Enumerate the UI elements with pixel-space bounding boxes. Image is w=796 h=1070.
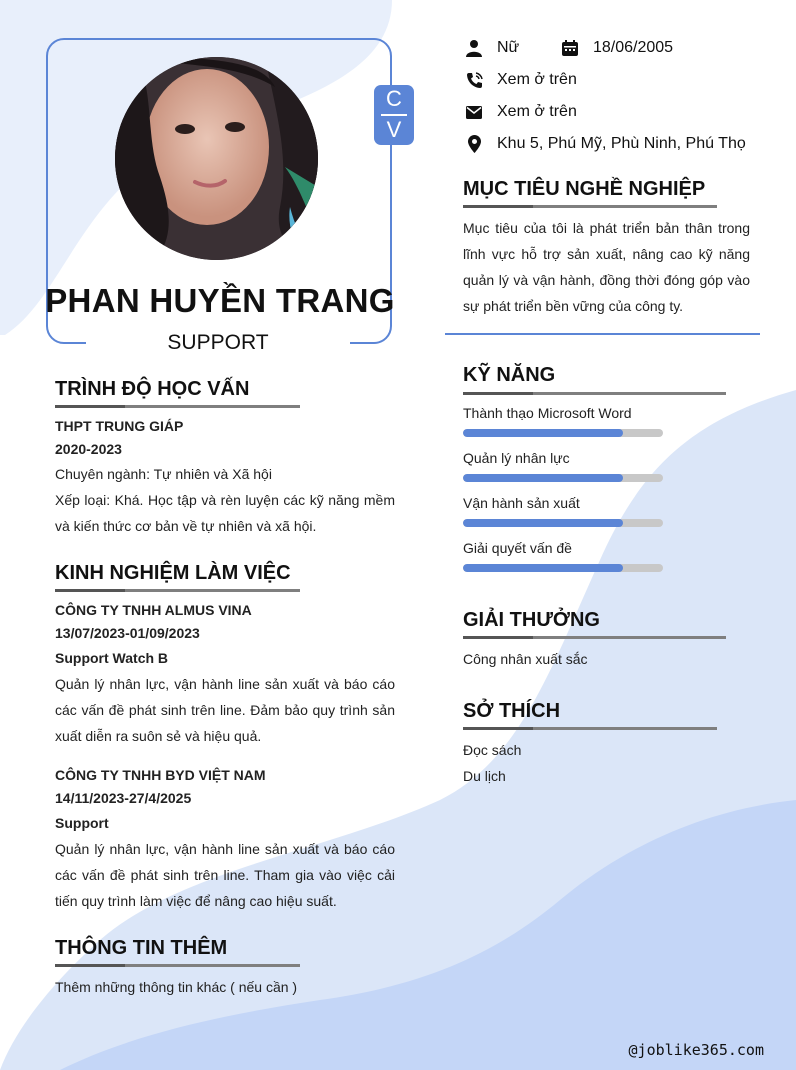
skill-label: Vận hành sản xuất (463, 495, 580, 511)
cv-badge-bottom: V (386, 117, 402, 142)
job-description: Quản lý nhân lực, vận hành line sản xuất và báo cáo các vấn đề phát sinh trên line. Tham gia vào việc cải tiến quy trình làm việc để nâng cao hiệu suất. (55, 841, 395, 909)
candidate-role: SUPPORT (167, 331, 269, 354)
more-info-rule (55, 964, 300, 967)
skill-bar-fill (463, 474, 623, 482)
skill-item (463, 540, 693, 585)
birthday-row (559, 36, 673, 60)
phone-icon (463, 69, 485, 91)
hobby-item: Du lịch (463, 768, 506, 784)
skill-bar (463, 519, 663, 527)
more-info-title: THÔNG TIN THÊM (55, 937, 228, 959)
skill-item (463, 450, 693, 495)
email-row (463, 100, 577, 124)
education-rank: Xếp loại: Khá. Học tập và rèn luyện các kỹ năng mềm và kiến thức cơ bản về tự nhiên và xã hội. (55, 492, 395, 534)
watermark-text: @joblike365.com (628, 1041, 764, 1059)
skill-bar-fill (463, 519, 623, 527)
objective-divider (445, 333, 760, 335)
objective-rule (463, 205, 717, 208)
skill-label: Giải quyết vấn đề (463, 540, 572, 556)
person-icon (463, 37, 485, 59)
job-description: Quản lý nhân lực, vận hành line sản xuất và báo cáo các vấn đề phát sinh trên line. Đảm bảo quy trình sản xuất diễn ra suôn sẻ và hiệu quả. (55, 676, 395, 744)
education-major: Chuyên ngành: Tự nhiên và Xã hội (55, 466, 272, 482)
job-company: CÔNG TY TNHH BYD VIỆT NAM (55, 767, 266, 783)
skill-bar-fill (463, 564, 623, 572)
calendar-icon (559, 37, 581, 59)
more-info-text: Thêm những thông tin khác ( nếu cần ) (55, 979, 298, 995)
skill-bar (463, 564, 663, 572)
job-period: 13/07/2023-01/09/2023 (55, 625, 200, 641)
portrait-photo (115, 57, 318, 260)
objective-text: Mục tiêu của tôi là phát triển bản thân trong lĩnh vực hỗ trợ sản xuất, nâng cao kỹ năng quản lý và vận hành, đồng thời đóng góp vào sự phát triển bền vững của công ty. (463, 220, 750, 314)
education-title: TRÌNH ĐỘ HỌC VẤN (55, 378, 250, 400)
job-company: CÔNG TY TNHH ALMUS VINA (55, 602, 252, 618)
skills-title: KỸ NĂNG (463, 364, 556, 386)
birthday-value: 18/06/2005 (593, 39, 674, 56)
education-period: 2020-2023 (55, 441, 122, 457)
skill-item (463, 495, 693, 540)
avatar (115, 57, 318, 260)
skill-item (463, 405, 693, 450)
cv-badge (374, 85, 414, 145)
awards-rule (463, 636, 726, 639)
experience-title: KINH NGHIỆM LÀM VIỆC (55, 562, 291, 584)
hobbies-title: SỞ THÍCH (463, 700, 561, 722)
skill-label: Thành thạo Microsoft Word (463, 405, 632, 421)
email-value: Xem ở trên (497, 103, 577, 120)
cv-badge-top: C (386, 86, 402, 111)
hobby-item: Đọc sách (463, 742, 522, 758)
skills-list (463, 405, 693, 585)
address-value: Khu 5, Phú Mỹ, Phù Ninh, Phú Thọ (497, 135, 746, 152)
objective-title: MỤC TIÊU NGHỀ NGHIỆP (463, 178, 706, 200)
job-position: Support (55, 815, 109, 831)
phone-value: Xem ở trên (497, 71, 577, 88)
job-period: 14/11/2023-27/4/2025 (55, 790, 192, 806)
awards-title: GIẢI THƯỞNG (463, 609, 600, 631)
hobbies-rule (463, 727, 717, 730)
experience-rule (55, 589, 300, 592)
skills-rule (463, 392, 726, 395)
education-school: THPT TRUNG GIÁP (55, 418, 184, 434)
candidate-name: PHAN HUYỀN TRANG (45, 282, 395, 319)
job-position: Support Watch B (55, 650, 169, 666)
gender-value: Nữ (497, 39, 520, 56)
skill-bar (463, 474, 663, 482)
award-item: Công nhân xuất sắc (463, 651, 588, 667)
location-pin-icon (463, 133, 485, 155)
phone-row (463, 68, 577, 92)
skill-bar-fill (463, 429, 623, 437)
address-row (463, 132, 746, 156)
envelope-icon (463, 101, 485, 123)
skill-bar (463, 429, 663, 437)
education-rule (55, 405, 300, 408)
skill-label: Quản lý nhân lực (463, 450, 570, 466)
